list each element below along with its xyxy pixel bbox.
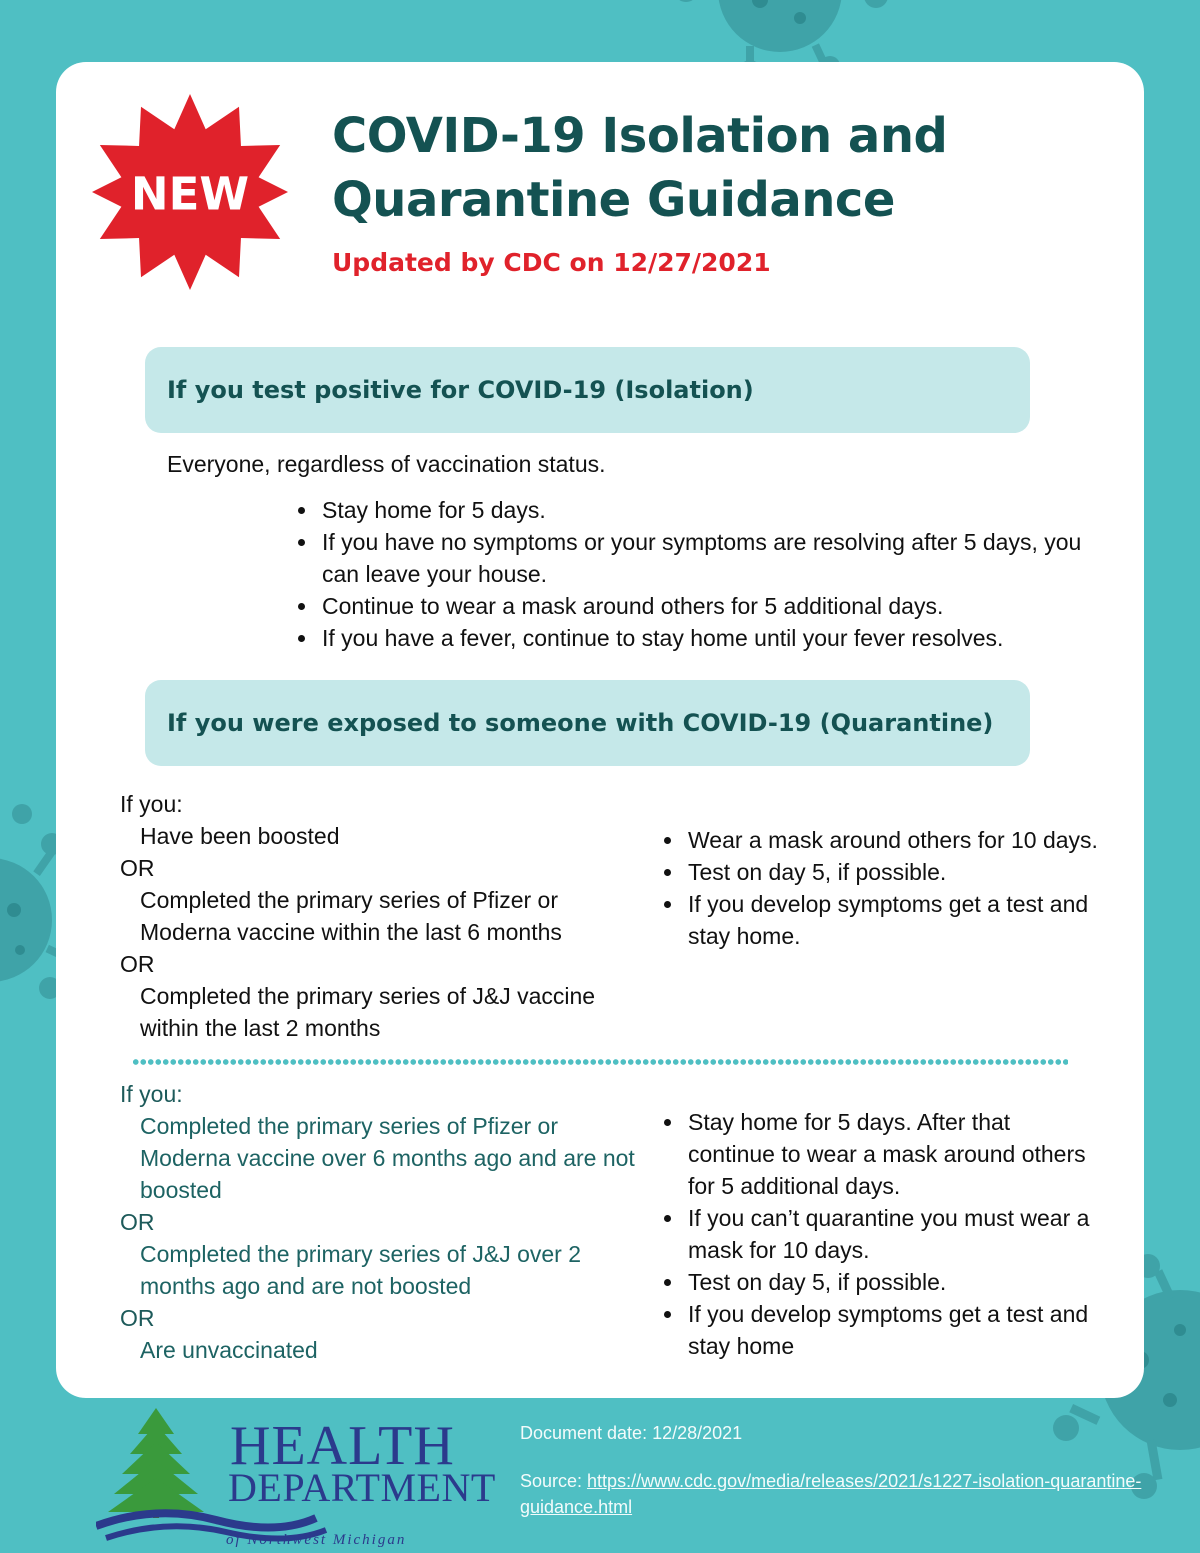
isolation-bullet-list xyxy=(296,494,1106,654)
list-item: If you can’t quarantine you must wear a mask for 10 days. xyxy=(662,1202,1102,1266)
if-you-label: If you: xyxy=(120,791,183,817)
condition-text: Completed the primary series of J&J vaccine within the last 2 months xyxy=(140,983,596,1041)
new-badge-starburst xyxy=(92,94,288,290)
virus-illustration-left xyxy=(0,800,60,1040)
new-badge-label: NEW xyxy=(130,167,250,221)
quarantine-unboosted-actions xyxy=(662,1106,1102,1362)
quarantine-unboosted-conditions xyxy=(120,1078,640,1366)
list-item: Continue to wear a mask around others for 5 additional days. xyxy=(296,590,1106,622)
guidance-card xyxy=(56,62,1144,1398)
dotted-divider xyxy=(132,1058,1068,1066)
if-you-label: If you: xyxy=(120,1081,183,1107)
list-item: If you develop symptoms get a test and stay home xyxy=(662,1298,1102,1362)
isolation-intro: Everyone, regardless of vaccination status. xyxy=(167,451,606,477)
condition-text: Completed the primary series of Pfizer or Moderna vaccine over 6 months ago and are not boosted xyxy=(140,1113,635,1203)
source-label: Source: xyxy=(520,1471,588,1491)
document-date: Document date: 12/28/2021 xyxy=(520,1423,743,1443)
quarantine-heading: If you were exposed to someone with COVID-19 (Quarantine) xyxy=(145,680,1030,766)
logo-text-region: of Northwest Michigan xyxy=(226,1532,407,1548)
source-link[interactable]: https://www.cdc.gov/media/releases/2021/s1227-isolation-quarantine-guidance.html xyxy=(520,1471,1142,1517)
condition-text: Are unvaccinated xyxy=(140,1337,318,1363)
logo-text-department: DEPARTMENT xyxy=(228,1465,496,1510)
list-item: Test on day 5, if possible. xyxy=(662,856,1102,888)
list-item: If you have a fever, continue to stay home until your fever resolves. xyxy=(296,622,1106,654)
or-label: OR xyxy=(120,1209,155,1235)
source-line xyxy=(520,1468,1180,1520)
condition-text: Have been boosted xyxy=(140,823,340,849)
logo-text-health: HEALTH xyxy=(230,1415,455,1477)
list-item: Stay home for 5 days. xyxy=(296,494,1106,526)
isolation-heading: If you test positive for COVID-19 (Isolation) xyxy=(145,347,1030,433)
condition-text: Completed the primary series of Pfizer or Moderna vaccine within the last 6 months xyxy=(140,887,562,945)
list-item: If you develop symptoms get a test and stay home. xyxy=(662,888,1102,952)
quarantine-boosted-conditions xyxy=(120,788,640,1044)
title-line-1: COVID-19 Isolation and xyxy=(332,108,948,164)
title-line-2: Quarantine Guidance xyxy=(332,172,895,228)
list-item: Stay home for 5 days. After that continue to wear a mask around others for 5 additional days. xyxy=(662,1106,1102,1202)
or-label: OR xyxy=(120,1305,155,1331)
list-item: Test on day 5, if possible. xyxy=(662,1266,1102,1298)
condition-text: Completed the primary series of J&J over 2 months ago and are not boosted xyxy=(140,1241,582,1299)
list-item: Wear a mask around others for 10 days. xyxy=(662,824,1102,856)
page-title xyxy=(332,104,947,232)
quarantine-boosted-actions xyxy=(662,824,1102,952)
updated-date: Updated by CDC on 12/27/2021 xyxy=(332,248,771,277)
list-item: If you have no symptoms or your symptoms are resolving after 5 days, you can leave your house. xyxy=(296,526,1106,590)
or-label: OR xyxy=(120,855,155,881)
footer xyxy=(520,1420,1180,1520)
or-label: OR xyxy=(120,951,155,977)
